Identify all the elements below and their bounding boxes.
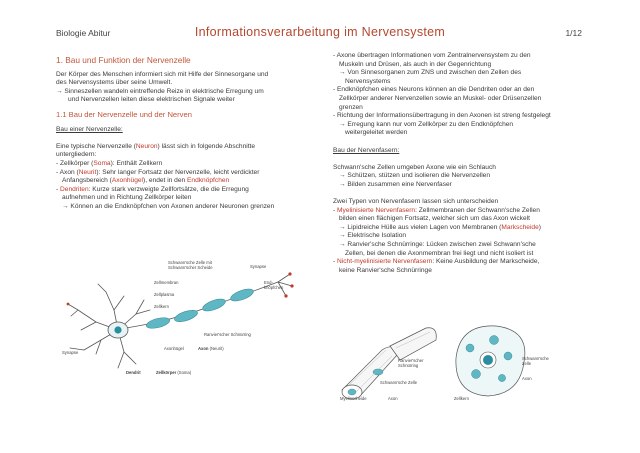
myelinated-fiber-diagram xyxy=(334,320,454,404)
list-item: grenzen xyxy=(339,103,363,111)
list-item: bilden einen flächigen Fortsatz, welcher sich um das Axon wickelt xyxy=(339,215,530,223)
list-item: aufnehmen und in Richtung Zellkörper leiten xyxy=(62,194,192,202)
list-item: - Richtung der Informationsübertragung in den Axonen ist streng festgelegt xyxy=(333,112,551,120)
left-column xyxy=(56,52,316,212)
paragraph-line: Zwei Typen von Nervenfasern lassen sich unterscheiden xyxy=(333,198,499,206)
list-item: → Ranvier'sche Schnürringe: Lücken zwischen zwei Schwann'sche xyxy=(339,241,536,249)
list-item: keine Ranvier'sche Schnürringe xyxy=(339,266,432,274)
figure-label: Zellmembran xyxy=(154,280,179,285)
fiber-illustration xyxy=(334,320,454,404)
figure-label: Schwann'sche Zelle mit xyxy=(168,260,212,265)
paragraph-line: und Nervenzellen leiten diese elektrischen Signale weiter xyxy=(68,96,235,104)
cross-section-illustration xyxy=(450,318,560,404)
list-item: - Dendriten: Kurze stark verzweigte Zellfortsätze, die die Erregung xyxy=(56,185,249,193)
list-item: Nervensystems xyxy=(345,77,391,85)
paragraph-line: Schwann'sche Zellen umgeben Axone wie ein Schlauch xyxy=(333,163,496,171)
header-left: Biologie Abitur xyxy=(56,28,111,38)
page-title: Informationsverarbeitung im Nervensystem xyxy=(194,25,446,39)
figure-label: Axonhügel xyxy=(164,346,184,351)
subheading: Bau einer Nervenzelle: xyxy=(56,125,123,133)
figure-label: Ranvier'scher Schnürring xyxy=(204,332,251,337)
paragraph-line: Der Körper des Menschen informiert sich mit Hilfe der Sinnesorgane und xyxy=(56,70,269,78)
figure-label: Ranvier'scher xyxy=(398,358,424,363)
list-item: → Von Sinnesorganen zum ZNS und zwischen den Zellen des xyxy=(339,69,522,77)
list-item: - Zellkörper (Soma): Enthält Zellkern xyxy=(56,159,163,167)
figure-label: End- xyxy=(264,280,273,285)
list-item: - Nicht-myelinisierte Nervenfasern: Keine Ausbildung der Markscheide, xyxy=(333,258,540,266)
list-item: Anfangsbereich (Axonhügel), endet in den Endknöpfchen xyxy=(62,177,230,185)
list-item: - Axon (Neurit): Sehr langer Fortsatz der Nervenzelle, leicht verdickter xyxy=(56,168,260,176)
figure-label: Zellkern xyxy=(154,304,169,309)
figure-label: Schwann'scher Scheide xyxy=(168,265,213,270)
list-item: → Erregung kann nur vom Zellkörper zu den Endknöpfchen xyxy=(339,120,514,128)
section-heading: 1. Bau und Funktion der Nervenzelle xyxy=(56,55,191,65)
unmyelinated-fiber-diagram xyxy=(450,318,560,404)
paragraph-line: untergliedern: xyxy=(56,151,97,159)
figure-label: Zelle xyxy=(522,361,532,366)
list-item: Muskeln und Drüsen, als auch in der Gegenrichtung xyxy=(339,60,492,68)
figure-label: Axon xyxy=(388,396,398,401)
paragraph-line: des Nervensystems über seine Umwelt. xyxy=(56,79,173,87)
neuron-illustration xyxy=(56,252,318,380)
figure-label: Schwann'sche Zelle xyxy=(380,380,418,385)
figure-label: Zellkern xyxy=(454,396,469,401)
list-item: → Schützen, stützen und isolieren die Nervenzellen xyxy=(339,172,491,180)
figure-label: Myelinscheide xyxy=(340,396,367,401)
figure-label: Zellplasma xyxy=(154,292,175,297)
list-item: Zellen, bei denen die Axonmembran frei liegt und nicht isoliert ist xyxy=(345,249,534,257)
paragraph-line: Eine typische Nervenzelle (Neuron) lässt sich in folgende Abschnitte xyxy=(56,142,256,150)
right-column xyxy=(333,52,585,275)
list-item: Zellkörper anderer Nervenzellen sowie an Muskel- oder Drüsenzellen xyxy=(339,94,542,102)
subheading: Bau der Nervenfasern: xyxy=(333,146,400,154)
list-item: → Können an die Endknöpfchen von Axonen anderer Neuronen grenzen xyxy=(62,202,275,210)
list-item: - Endknöpfchen eines Neurons können an die Dendriten oder an den xyxy=(333,86,535,94)
list-item: → Elektrische Isolation xyxy=(339,232,407,240)
figure-label: Axon (Neurit) xyxy=(198,346,224,351)
list-item: → Bilden zusammen eine Nervenfaser xyxy=(339,180,452,188)
list-item: weitergeleitet werden xyxy=(345,129,408,137)
figure-label: Dendrit xyxy=(126,370,141,375)
figure-label: Axon xyxy=(522,376,532,381)
figure-label: Zellkörper (Soma) xyxy=(156,370,192,375)
list-item: → Lipidreiche Hülle aus vielen Lagen von Membranen (Markscheide) xyxy=(339,223,541,231)
list-item: - Myelinisierte Nervenfasern: Zellmembranen der Schwann'sche Zellen xyxy=(333,206,540,214)
paragraph-line: → Sinneszellen wandeln eintreffende Reize in elektrische Erregung um xyxy=(56,87,264,95)
figure-label: Schnürring xyxy=(398,363,419,368)
figure-label: Synapse xyxy=(250,264,267,269)
figure-label: Synapse xyxy=(62,350,79,355)
figure-label: knöpfchen xyxy=(264,285,284,290)
subsection-heading: 1.1 Bau der Nervenzelle und der Nerven xyxy=(56,109,192,119)
list-item: - Axone übertragen Informationen vom Zentralnervensystem zu den xyxy=(333,52,531,59)
page-number: 1/12 xyxy=(565,28,582,38)
figure-label: Schwann'sche xyxy=(522,356,549,361)
neuron-diagram xyxy=(56,252,318,380)
